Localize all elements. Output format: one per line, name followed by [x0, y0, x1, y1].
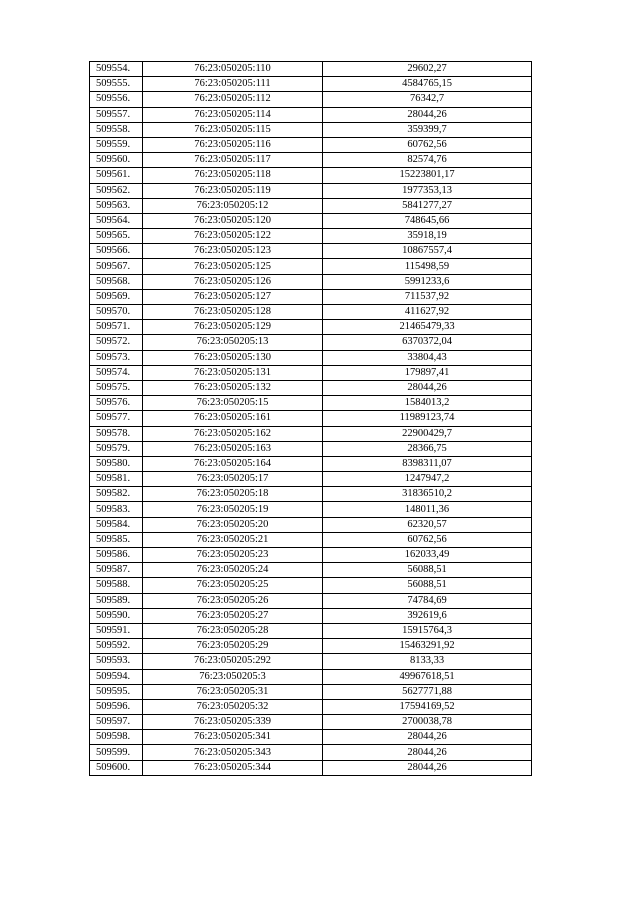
row-number-cell: 509585. [90, 532, 143, 547]
row-number-cell: 509559. [90, 137, 143, 152]
cadastral-value-cell: 60762,56 [323, 532, 532, 547]
cadastral-number-cell: 76:23:050205:116 [143, 137, 323, 152]
row-number-cell: 509572. [90, 335, 143, 350]
cadastral-number-cell: 76:23:050205:20 [143, 517, 323, 532]
cadastral-value-cell: 28366,75 [323, 441, 532, 456]
cadastral-value-cell: 5627771,88 [323, 684, 532, 699]
cadastral-value-cell: 28044,26 [323, 107, 532, 122]
row-number-cell: 509570. [90, 305, 143, 320]
row-number-cell: 509595. [90, 684, 143, 699]
cadastral-number-cell: 76:23:050205:162 [143, 426, 323, 441]
row-number-cell: 509554. [90, 62, 143, 77]
cadastral-number-cell: 76:23:050205:118 [143, 168, 323, 183]
row-number-cell: 509566. [90, 244, 143, 259]
table-body [90, 62, 532, 776]
cadastral-number-cell: 76:23:050205:28 [143, 623, 323, 638]
table-row [90, 639, 532, 654]
table-row [90, 380, 532, 395]
table-row [90, 623, 532, 638]
cadastral-number-cell: 76:23:050205:132 [143, 380, 323, 395]
row-number-cell: 509579. [90, 441, 143, 456]
table-row [90, 578, 532, 593]
table-row [90, 229, 532, 244]
cadastral-value-cell: 29602,27 [323, 62, 532, 77]
cadastral-value-cell: 392619,6 [323, 608, 532, 623]
cadastral-value-cell: 60762,56 [323, 137, 532, 152]
table-row [90, 532, 532, 547]
row-number-cell: 509557. [90, 107, 143, 122]
row-number-cell: 509582. [90, 487, 143, 502]
cadastral-number-cell: 76:23:050205:343 [143, 745, 323, 760]
row-number-cell: 509574. [90, 365, 143, 380]
table-row [90, 350, 532, 365]
table-row [90, 168, 532, 183]
cadastral-value-cell: 15915764,3 [323, 623, 532, 638]
cadastral-value-cell: 28044,26 [323, 760, 532, 775]
table-row [90, 456, 532, 471]
row-number-cell: 509598. [90, 730, 143, 745]
cadastral-value-cell: 5841277,27 [323, 198, 532, 213]
row-number-cell: 509556. [90, 92, 143, 107]
table-row [90, 760, 532, 775]
cadastral-value-cell: 6370372,04 [323, 335, 532, 350]
table-row [90, 137, 532, 152]
table-row [90, 305, 532, 320]
cadastral-value-cell: 748645,66 [323, 213, 532, 228]
row-number-cell: 509590. [90, 608, 143, 623]
table-row [90, 77, 532, 92]
cadastral-value-cell: 148011,36 [323, 502, 532, 517]
cadastral-value-cell: 56088,51 [323, 563, 532, 578]
cadastral-number-cell: 76:23:050205:111 [143, 77, 323, 92]
cadastral-number-cell: 76:23:050205:12 [143, 198, 323, 213]
cadastral-number-cell: 76:23:050205:15 [143, 396, 323, 411]
cadastral-value-cell: 5991233,6 [323, 274, 532, 289]
cadastral-number-cell: 76:23:050205:19 [143, 502, 323, 517]
table-row [90, 517, 532, 532]
cadastral-number-cell: 76:23:050205:23 [143, 548, 323, 563]
row-number-cell: 509593. [90, 654, 143, 669]
cadastral-number-cell: 76:23:050205:130 [143, 350, 323, 365]
cadastral-number-cell: 76:23:050205:31 [143, 684, 323, 699]
cadastral-number-cell: 76:23:050205:120 [143, 213, 323, 228]
row-number-cell: 509565. [90, 229, 143, 244]
table-row [90, 426, 532, 441]
table-row [90, 274, 532, 289]
row-number-cell: 509567. [90, 259, 143, 274]
cadastral-number-cell: 76:23:050205:17 [143, 472, 323, 487]
cadastral-value-cell: 74784,69 [323, 593, 532, 608]
table-row [90, 608, 532, 623]
table-row [90, 715, 532, 730]
cadastral-number-cell: 76:23:050205:128 [143, 305, 323, 320]
row-number-cell: 509564. [90, 213, 143, 228]
cadastral-number-cell: 76:23:050205:3 [143, 669, 323, 684]
cadastral-number-cell: 76:23:050205:127 [143, 289, 323, 304]
cadastral-value-cell: 1247947,2 [323, 472, 532, 487]
row-number-cell: 509586. [90, 548, 143, 563]
table-row [90, 107, 532, 122]
cadastral-number-cell: 76:23:050205:26 [143, 593, 323, 608]
cadastral-value-cell: 8398311,07 [323, 456, 532, 471]
cadastral-value-cell: 179897,41 [323, 365, 532, 380]
row-number-cell: 509571. [90, 320, 143, 335]
table-row [90, 289, 532, 304]
table-row [90, 320, 532, 335]
cadastral-value-cell: 28044,26 [323, 745, 532, 760]
table-row [90, 593, 532, 608]
row-number-cell: 509583. [90, 502, 143, 517]
cadastral-number-cell: 76:23:050205:119 [143, 183, 323, 198]
table-row [90, 183, 532, 198]
row-number-cell: 509575. [90, 380, 143, 395]
cadastral-value-cell: 411627,92 [323, 305, 532, 320]
table-row [90, 335, 532, 350]
cadastral-value-cell: 1977353,13 [323, 183, 532, 198]
cadastral-number-cell: 76:23:050205:341 [143, 730, 323, 745]
table-row [90, 487, 532, 502]
row-number-cell: 509561. [90, 168, 143, 183]
table-row [90, 472, 532, 487]
table-row [90, 548, 532, 563]
cadastral-value-cell: 115498,59 [323, 259, 532, 274]
row-number-cell: 509589. [90, 593, 143, 608]
cadastral-number-cell: 76:23:050205:24 [143, 563, 323, 578]
row-number-cell: 509587. [90, 563, 143, 578]
cadastral-number-cell: 76:23:050205:13 [143, 335, 323, 350]
row-number-cell: 509562. [90, 183, 143, 198]
cadastral-number-cell: 76:23:050205:25 [143, 578, 323, 593]
table-row [90, 411, 532, 426]
cadastral-value-cell: 4584765,15 [323, 77, 532, 92]
row-number-cell: 509597. [90, 715, 143, 730]
row-number-cell: 509588. [90, 578, 143, 593]
cadastral-value-table [89, 61, 532, 776]
cadastral-number-cell: 76:23:050205:21 [143, 532, 323, 547]
row-number-cell: 509600. [90, 760, 143, 775]
cadastral-value-cell: 711537,92 [323, 289, 532, 304]
table-row [90, 153, 532, 168]
cadastral-number-cell: 76:23:050205:131 [143, 365, 323, 380]
table-row [90, 62, 532, 77]
cadastral-value-cell: 82574,76 [323, 153, 532, 168]
table-row [90, 745, 532, 760]
cadastral-value-cell: 35918,19 [323, 229, 532, 244]
cadastral-number-cell: 76:23:050205:114 [143, 107, 323, 122]
cadastral-number-cell: 76:23:050205:339 [143, 715, 323, 730]
cadastral-value-cell: 76342,7 [323, 92, 532, 107]
row-number-cell: 509576. [90, 396, 143, 411]
table-row [90, 684, 532, 699]
table-row [90, 244, 532, 259]
row-number-cell: 509558. [90, 122, 143, 137]
cadastral-value-cell: 8133,33 [323, 654, 532, 669]
row-number-cell: 509569. [90, 289, 143, 304]
cadastral-value-cell: 31836510,2 [323, 487, 532, 502]
row-number-cell: 509596. [90, 699, 143, 714]
cadastral-number-cell: 76:23:050205:110 [143, 62, 323, 77]
cadastral-number-cell: 76:23:050205:117 [143, 153, 323, 168]
cadastral-number-cell: 76:23:050205:112 [143, 92, 323, 107]
table-row [90, 92, 532, 107]
cadastral-value-cell: 10867557,4 [323, 244, 532, 259]
table-row [90, 654, 532, 669]
row-number-cell: 509573. [90, 350, 143, 365]
cadastral-value-cell: 15223801,17 [323, 168, 532, 183]
row-number-cell: 509599. [90, 745, 143, 760]
cadastral-number-cell: 76:23:050205:123 [143, 244, 323, 259]
cadastral-number-cell: 76:23:050205:122 [143, 229, 323, 244]
cadastral-value-cell: 22900429,7 [323, 426, 532, 441]
cadastral-number-cell: 76:23:050205:29 [143, 639, 323, 654]
cadastral-value-cell: 359399,7 [323, 122, 532, 137]
row-number-cell: 509568. [90, 274, 143, 289]
row-number-cell: 509584. [90, 517, 143, 532]
table-row [90, 122, 532, 137]
table-row [90, 441, 532, 456]
cadastral-value-cell: 17594169,52 [323, 699, 532, 714]
cadastral-value-cell: 11989123,74 [323, 411, 532, 426]
cadastral-number-cell: 76:23:050205:164 [143, 456, 323, 471]
cadastral-number-cell: 76:23:050205:163 [143, 441, 323, 456]
row-number-cell: 509591. [90, 623, 143, 638]
cadastral-value-cell: 1584013,2 [323, 396, 532, 411]
table-row [90, 198, 532, 213]
cadastral-number-cell: 76:23:050205:344 [143, 760, 323, 775]
cadastral-value-cell: 33804,43 [323, 350, 532, 365]
row-number-cell: 509563. [90, 198, 143, 213]
row-number-cell: 509555. [90, 77, 143, 92]
cadastral-value-cell: 2700038,78 [323, 715, 532, 730]
row-number-cell: 509592. [90, 639, 143, 654]
table-row [90, 213, 532, 228]
cadastral-value-cell: 15463291,92 [323, 639, 532, 654]
table-row [90, 365, 532, 380]
cadastral-value-cell: 49967618,51 [323, 669, 532, 684]
cadastral-value-cell: 56088,51 [323, 578, 532, 593]
row-number-cell: 509577. [90, 411, 143, 426]
table-row [90, 563, 532, 578]
cadastral-value-cell: 162033,49 [323, 548, 532, 563]
cadastral-value-cell: 21465479,33 [323, 320, 532, 335]
cadastral-number-cell: 76:23:050205:126 [143, 274, 323, 289]
cadastral-number-cell: 76:23:050205:32 [143, 699, 323, 714]
table-row [90, 699, 532, 714]
cadastral-value-cell: 62320,57 [323, 517, 532, 532]
cadastral-number-cell: 76:23:050205:161 [143, 411, 323, 426]
row-number-cell: 509594. [90, 669, 143, 684]
cadastral-number-cell: 76:23:050205:125 [143, 259, 323, 274]
cadastral-value-cell: 28044,26 [323, 730, 532, 745]
table-row [90, 259, 532, 274]
row-number-cell: 509580. [90, 456, 143, 471]
cadastral-value-cell: 28044,26 [323, 380, 532, 395]
cadastral-number-cell: 76:23:050205:18 [143, 487, 323, 502]
table-row [90, 396, 532, 411]
row-number-cell: 509581. [90, 472, 143, 487]
table-row [90, 730, 532, 745]
cadastral-number-cell: 76:23:050205:292 [143, 654, 323, 669]
row-number-cell: 509560. [90, 153, 143, 168]
row-number-cell: 509578. [90, 426, 143, 441]
cadastral-number-cell: 76:23:050205:27 [143, 608, 323, 623]
cadastral-number-cell: 76:23:050205:115 [143, 122, 323, 137]
table-row [90, 502, 532, 517]
table-row [90, 669, 532, 684]
cadastral-number-cell: 76:23:050205:129 [143, 320, 323, 335]
